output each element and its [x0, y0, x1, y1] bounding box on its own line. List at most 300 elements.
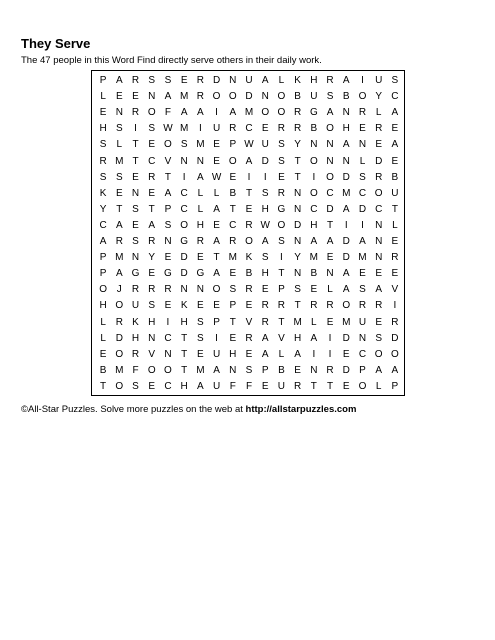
- grid-letter: O: [309, 155, 318, 167]
- grid-letter: V: [245, 316, 253, 328]
- grid-letter: I: [263, 171, 267, 183]
- grid-letter: N: [375, 252, 383, 264]
- grid-row: [92, 266, 404, 282]
- grid-letter: A: [197, 171, 204, 183]
- grid-letter: M: [244, 107, 254, 119]
- grid-letter: N: [115, 107, 123, 119]
- grid-letter: B: [310, 123, 318, 135]
- grid-letter: R: [326, 300, 334, 312]
- grid-letter: P: [164, 203, 172, 215]
- grid-letter: C: [245, 123, 253, 135]
- grid-letter: R: [131, 75, 140, 86]
- grid-letter: A: [261, 236, 269, 247]
- grid-letter: E: [359, 268, 366, 280]
- grid-letter: R: [196, 75, 204, 86]
- grid-letter: R: [326, 75, 334, 86]
- grid-letter: S: [278, 139, 285, 151]
- grid-letter: R: [294, 123, 302, 135]
- grid-letter: R: [326, 364, 334, 376]
- grid-letter: S: [229, 284, 237, 296]
- grid-letter: U: [310, 91, 318, 103]
- grid-letter: T: [278, 316, 285, 328]
- grid-letter: I: [215, 332, 218, 344]
- grid-letter: R: [277, 123, 286, 135]
- grid-letter: E: [132, 171, 139, 183]
- grid-letter: K: [245, 252, 253, 264]
- grid-letter: N: [326, 155, 334, 167]
- grid-letter: R: [261, 316, 269, 328]
- grid-letter: H: [180, 380, 188, 392]
- grid-letter: S: [261, 252, 269, 264]
- grid-letter: S: [115, 123, 123, 135]
- grid-letter: M: [358, 252, 367, 264]
- grid-letter: M: [179, 91, 189, 103]
- grid-letter: N: [196, 284, 204, 296]
- grid-letter: A: [164, 91, 172, 103]
- grid-letter: E: [310, 284, 318, 296]
- grid-letter: A: [342, 139, 350, 151]
- grid-letter: D: [342, 171, 350, 183]
- grid-letter: L: [278, 75, 285, 86]
- grid-letter: O: [342, 300, 351, 312]
- grid-letter: P: [278, 284, 285, 296]
- grid-letter: E: [148, 268, 156, 280]
- grid-letter: N: [294, 236, 302, 247]
- grid-letter: O: [228, 155, 237, 167]
- grid-letter: L: [278, 348, 285, 360]
- grid-letter: L: [327, 284, 333, 296]
- grid-letter: J: [116, 284, 122, 296]
- grid-letter: M: [179, 123, 189, 135]
- grid-letter: R: [245, 284, 253, 296]
- grid-letter: R: [294, 107, 302, 119]
- grid-letter: D: [261, 155, 269, 167]
- grid-letter: T: [164, 171, 171, 183]
- grid-letter: A: [342, 203, 350, 215]
- grid-letter: A: [213, 364, 220, 376]
- grid-letter: O: [115, 300, 124, 312]
- grid-letter: H: [99, 300, 107, 312]
- grid-letter: L: [197, 187, 204, 199]
- grid-letter: R: [375, 171, 383, 183]
- grid-letter: S: [278, 155, 285, 167]
- grid-letter: K: [132, 316, 139, 328]
- grid-letter: M: [293, 316, 302, 328]
- grid-letter: E: [213, 139, 220, 151]
- grid-letter: R: [115, 236, 123, 247]
- grid-letter: N: [294, 203, 302, 215]
- grid-letter: E: [229, 171, 237, 183]
- grid-letter: C: [391, 91, 399, 103]
- grid-letter: I: [328, 332, 332, 344]
- grid-letter: S: [148, 300, 156, 312]
- grid-row: [92, 379, 404, 395]
- grid-letter: P: [213, 316, 220, 328]
- grid-letter: I: [247, 171, 251, 183]
- grid-letter: L: [116, 139, 123, 151]
- grid-letter: E: [375, 316, 383, 328]
- grid-letter: C: [310, 203, 318, 215]
- grid-letter: E: [213, 219, 220, 231]
- grid-row: [92, 282, 404, 298]
- grid-letter: E: [245, 348, 253, 360]
- grid-letter: N: [148, 91, 156, 103]
- grid-letter: A: [245, 155, 253, 167]
- grid-letter: D: [180, 268, 188, 280]
- grid-letter: U: [212, 380, 221, 392]
- grid-letter: T: [245, 187, 253, 199]
- footer-text: ©All-Star Puzzles. Solve more puzzles on the web at: [21, 404, 246, 415]
- grid-letter: R: [148, 236, 156, 247]
- grid-letter: S: [99, 171, 107, 183]
- grid-letter: B: [229, 187, 237, 199]
- grid-letter: T: [326, 219, 334, 231]
- grid-letter: H: [261, 203, 269, 215]
- grid-letter: R: [196, 91, 204, 103]
- grid-letter: S: [132, 203, 139, 215]
- grid-letter: O: [358, 380, 367, 392]
- grid-letter: R: [375, 300, 383, 312]
- grid-letter: R: [294, 380, 302, 392]
- grid-letter: K: [180, 300, 188, 312]
- grid-letter: I: [312, 348, 316, 360]
- grid-letter: E: [342, 380, 350, 392]
- grid-letter: S: [132, 236, 139, 247]
- grid-letter: O: [180, 219, 189, 231]
- grid-letter: D: [342, 252, 350, 264]
- grid-letter: P: [229, 300, 237, 312]
- grid-letter: H: [310, 219, 318, 231]
- grid-letter: H: [342, 123, 350, 135]
- grid-row: [92, 315, 404, 331]
- grid-letter: H: [229, 348, 237, 360]
- grid-letter: D: [326, 203, 334, 215]
- grid-letter: C: [164, 380, 172, 392]
- grid-letter: T: [278, 268, 285, 280]
- grid-letter: O: [212, 91, 221, 103]
- grid-letter: N: [196, 155, 204, 167]
- grid-letter: W: [211, 171, 222, 183]
- grid-letter: D: [180, 252, 188, 264]
- grid-letter: Y: [294, 252, 301, 264]
- grid-letter: C: [180, 203, 188, 215]
- grid-row: [92, 186, 404, 202]
- grid-row: [92, 202, 404, 218]
- grid-letter: E: [294, 364, 301, 376]
- grid-letter: E: [342, 348, 350, 360]
- grid-letter: N: [358, 139, 367, 151]
- grid-letter: F: [229, 380, 236, 392]
- grid-letter: Y: [375, 91, 383, 103]
- grid-letter: T: [181, 348, 188, 360]
- grid-letter: C: [164, 332, 172, 344]
- grid-letter: S: [148, 123, 156, 135]
- grid-letter: W: [163, 123, 173, 135]
- grid-letter: T: [310, 380, 317, 392]
- grid-letter: O: [147, 107, 156, 119]
- grid-letter: R: [391, 316, 399, 328]
- grid-letter: I: [215, 107, 218, 119]
- grid-letter: S: [164, 75, 172, 86]
- grid-letter: N: [180, 155, 188, 167]
- grid-letter: D: [115, 332, 123, 344]
- footer-credit: [21, 404, 356, 416]
- grid-letter: A: [375, 284, 383, 296]
- grid-letter: T: [148, 203, 155, 215]
- grid-letter: N: [229, 364, 237, 376]
- grid-row: [92, 250, 404, 266]
- grid-letter: E: [148, 187, 156, 199]
- grid-letter: E: [391, 236, 399, 247]
- grid-letter: A: [197, 380, 204, 392]
- grid-letter: I: [344, 219, 348, 231]
- grid-letter: E: [391, 155, 399, 167]
- grid-letter: S: [294, 284, 301, 296]
- grid-row: [92, 298, 404, 314]
- grid-letter: A: [342, 75, 350, 86]
- grid-letter: A: [261, 348, 269, 360]
- grid-letter: R: [148, 284, 156, 296]
- grid-letter: E: [391, 123, 399, 135]
- grid-letter: M: [342, 187, 351, 199]
- grid-letter: K: [99, 187, 107, 199]
- grid-letter: N: [294, 268, 302, 280]
- grid-letter: D: [245, 91, 253, 103]
- grid-row: [92, 170, 404, 186]
- grid-letter: B: [278, 364, 285, 376]
- grid-letter: U: [261, 139, 269, 151]
- grid-letter: D: [294, 219, 302, 231]
- grid-letter: T: [294, 300, 301, 312]
- grid-letter: A: [213, 268, 220, 280]
- grid-letter: L: [100, 316, 106, 328]
- grid-letter: M: [115, 252, 124, 264]
- grid-letter: A: [375, 364, 383, 376]
- grid-letter: B: [310, 268, 318, 280]
- grid-letter: M: [342, 316, 351, 328]
- grid-letter: A: [342, 268, 350, 280]
- footer-link[interactable]: http://allstarpuzzles.com: [245, 404, 357, 415]
- grid-letter: A: [213, 236, 220, 247]
- grid-letter: I: [361, 219, 364, 231]
- grid-letter: R: [277, 187, 286, 199]
- grid-letter: R: [196, 236, 204, 247]
- grid-letter: I: [198, 123, 202, 135]
- grid-letter: G: [131, 268, 140, 280]
- grid-letter: S: [115, 171, 123, 183]
- grid-letter: S: [164, 219, 172, 231]
- grid-letter: E: [115, 91, 123, 103]
- grid-letter: R: [245, 219, 253, 231]
- grid-letter: N: [131, 187, 140, 199]
- grid-letter: E: [197, 252, 204, 264]
- grid-letter: C: [148, 155, 156, 167]
- grid-letter: E: [148, 139, 156, 151]
- grid-letter: O: [261, 107, 270, 119]
- grid-letter: A: [115, 75, 123, 86]
- grid-letter: N: [180, 284, 188, 296]
- grid-letter: N: [358, 332, 367, 344]
- grid-letter: E: [213, 155, 220, 167]
- grid-letter: H: [261, 268, 269, 280]
- grid-letter: A: [99, 236, 107, 247]
- grid-letter: A: [391, 107, 399, 119]
- grid-letter: D: [375, 155, 383, 167]
- grid-letter: N: [131, 252, 140, 264]
- grid-letter: N: [375, 236, 383, 247]
- grid-letter: E: [148, 380, 156, 392]
- grid-letter: S: [180, 139, 188, 151]
- grid-letter: R: [148, 171, 156, 183]
- grid-letter: N: [164, 348, 172, 360]
- grid-letter: B: [99, 364, 107, 376]
- grid-letter: A: [229, 107, 237, 119]
- grid-letter: N: [342, 155, 350, 167]
- grid-letter: E: [132, 219, 139, 231]
- grid-letter: E: [375, 139, 383, 151]
- grid-letter: T: [294, 155, 301, 167]
- grid-letter: E: [132, 91, 139, 103]
- grid-letter: C: [358, 187, 367, 199]
- grid-letter: A: [261, 332, 269, 344]
- grid-letter: T: [181, 364, 188, 376]
- grid-letter: E: [99, 107, 107, 119]
- grid-letter: G: [164, 268, 172, 280]
- grid-letter: N: [164, 236, 172, 247]
- grid-letter: H: [180, 316, 188, 328]
- grid-letter: I: [280, 252, 283, 264]
- grid-letter: M: [196, 139, 205, 151]
- grid-letter: L: [375, 380, 382, 392]
- grid-letter: L: [213, 187, 220, 199]
- grid-letter: E: [245, 300, 253, 312]
- grid-letter: B: [342, 91, 350, 103]
- grid-letter: T: [294, 171, 301, 183]
- grid-letter: R: [131, 284, 140, 296]
- grid-letter: G: [309, 107, 318, 119]
- grid-letter: P: [359, 364, 366, 376]
- grid-letter: F: [132, 364, 139, 376]
- grid-letter: R: [229, 236, 237, 247]
- grid-letter: F: [245, 380, 253, 392]
- grid-letter: A: [197, 107, 204, 119]
- grid-row: [92, 234, 404, 250]
- grid-letter: H: [196, 219, 204, 231]
- grid-letter: H: [99, 123, 107, 135]
- grid-letter: S: [359, 284, 366, 296]
- grid-letter: T: [132, 139, 139, 151]
- grid-letter: E: [326, 252, 334, 264]
- grid-letter: T: [100, 380, 107, 392]
- grid-letter: T: [229, 316, 236, 328]
- grid-letter: T: [326, 380, 334, 392]
- grid-letter: E: [213, 300, 220, 312]
- grid-letter: A: [164, 187, 172, 199]
- grid-letter: O: [309, 187, 318, 199]
- grid-letter: R: [375, 123, 383, 135]
- grid-row: [92, 154, 404, 170]
- grid-letter: E: [245, 203, 253, 215]
- grid-letter: S: [261, 187, 269, 199]
- grid-letter: E: [164, 252, 172, 264]
- grid-letter: R: [131, 107, 140, 119]
- grid-letter: H: [131, 332, 140, 344]
- grid-letter: C: [358, 348, 367, 360]
- grid-letter: Y: [148, 252, 156, 264]
- grid-letter: U: [245, 75, 253, 86]
- grid-letter: T: [132, 155, 139, 167]
- grid-letter: Y: [99, 203, 107, 215]
- grid-letter: I: [328, 348, 332, 360]
- grid-letter: E: [229, 332, 237, 344]
- grid-letter: I: [182, 171, 186, 183]
- grid-letter: A: [115, 219, 123, 231]
- grid-letter: S: [148, 75, 156, 86]
- grid-letter: K: [294, 75, 301, 86]
- grid-letter: O: [115, 380, 124, 392]
- grid-letter: R: [310, 300, 318, 312]
- grid-letter: N: [261, 91, 269, 103]
- grid-letter: O: [212, 284, 221, 296]
- grid-letter: U: [212, 123, 221, 135]
- grid-letter: O: [99, 284, 107, 296]
- grid-letter: O: [228, 91, 237, 103]
- grid-letter: E: [99, 348, 107, 360]
- grid-letter: T: [391, 203, 398, 215]
- grid-letter: S: [326, 91, 334, 103]
- grid-letter: E: [375, 268, 383, 280]
- grid-letter: O: [326, 123, 334, 135]
- grid-row: [92, 347, 404, 363]
- grid-letter: S: [197, 316, 204, 328]
- grid-letter: T: [213, 252, 220, 264]
- grid-letter: M: [228, 252, 237, 264]
- grid-letter: O: [326, 171, 334, 183]
- grid-letter: A: [310, 332, 318, 344]
- grid-letter: L: [100, 91, 106, 103]
- grid-letter: I: [166, 316, 170, 328]
- grid-letter: I: [393, 300, 397, 312]
- grid-letter: Y: [294, 139, 301, 151]
- grid-letter: R: [99, 155, 107, 167]
- grid-letter: A: [391, 364, 399, 376]
- grid-letter: L: [197, 203, 204, 215]
- grid-letter: A: [342, 284, 350, 296]
- grid-letter: P: [99, 252, 107, 264]
- grid-letter: E: [164, 300, 172, 312]
- grid-letter: A: [359, 236, 366, 247]
- grid-letter: L: [392, 219, 398, 231]
- grid-letter: W: [244, 139, 254, 151]
- grid-letter: R: [358, 107, 367, 119]
- grid-letter: U: [375, 75, 383, 86]
- grid-letter: S: [278, 236, 285, 247]
- grid-letter: L: [100, 332, 106, 344]
- grid-letter: N: [326, 139, 334, 151]
- grid-letter: B: [391, 171, 399, 183]
- grid-letter: S: [99, 139, 107, 151]
- grid-letter: T: [181, 332, 188, 344]
- grid-letter: U: [391, 187, 399, 199]
- grid-row: [92, 89, 404, 105]
- grid-letter: E: [115, 187, 123, 199]
- grid-letter: E: [261, 123, 269, 135]
- grid-letter: E: [326, 316, 334, 328]
- grid-letter: O: [390, 348, 399, 360]
- grid-row: [92, 363, 404, 379]
- grid-letter: M: [115, 364, 124, 376]
- grid-letter: O: [374, 348, 383, 360]
